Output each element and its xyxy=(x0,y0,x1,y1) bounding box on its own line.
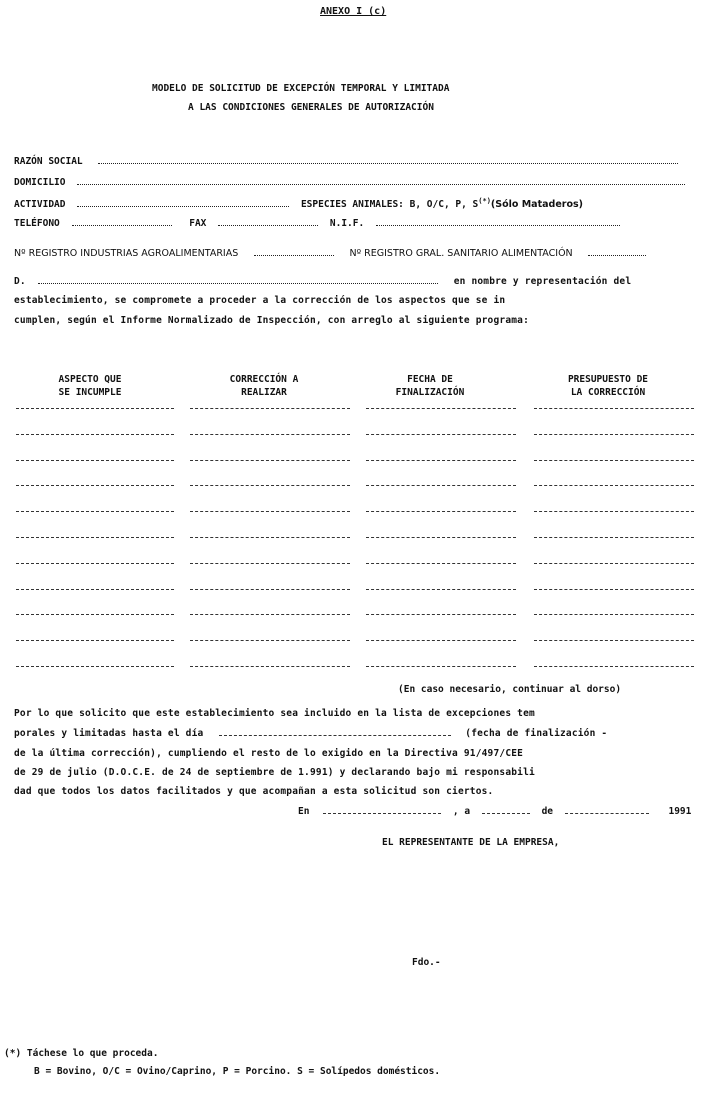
name-fill[interactable] xyxy=(38,283,438,284)
request-line4: de 29 de julio (D.O.C.E. de 24 de septiembre de 1.991) y declarando bajo mi responsabili xyxy=(14,767,535,778)
cell-presupuesto[interactable] xyxy=(534,537,694,538)
footnote-line1: (*) Táchese lo que proceda. xyxy=(4,1048,159,1059)
day-field[interactable] xyxy=(482,812,530,814)
registro-sanitario-label: Nº REGISTRO GRAL. SANITARIO ALIMENTACIÓN xyxy=(349,248,573,259)
dotted-fill xyxy=(77,206,289,207)
cell-aspecto[interactable] xyxy=(16,563,174,564)
cell-presupuesto[interactable] xyxy=(534,614,694,615)
intro-line1 xyxy=(14,276,631,287)
field-label: RAZÓN SOCIAL xyxy=(14,156,83,167)
cell-fecha[interactable] xyxy=(366,460,516,461)
dotted-fill xyxy=(376,225,620,226)
cell-fecha[interactable] xyxy=(366,563,516,564)
cell-fecha[interactable] xyxy=(366,434,516,435)
cell-presupuesto[interactable] xyxy=(534,434,694,435)
request-line2 xyxy=(14,728,607,739)
registro-industrias-label: Nº REGISTRO INDUSTRIAS AGROALIMENTARIAS xyxy=(14,248,239,259)
cell-correccion[interactable] xyxy=(190,460,350,461)
request-line1: Por lo que solicito que este establecimiento sea incluido en la lista de excepciones tem xyxy=(14,708,535,719)
cell-presupuesto[interactable] xyxy=(534,485,694,486)
cell-correccion[interactable] xyxy=(190,563,350,564)
cell-aspecto[interactable] xyxy=(16,511,174,512)
field-razon-social[interactable] xyxy=(14,156,720,167)
month-field[interactable] xyxy=(565,812,649,814)
dotted-fill xyxy=(72,225,172,226)
date-a-label: , a xyxy=(452,806,471,817)
form-title-line1: MODELO DE SOLICITUD DE EXCEPCIÓN TEMPORAL Y LIMITADA xyxy=(152,83,450,94)
field-domicilio[interactable] xyxy=(14,177,720,188)
field-registros[interactable] xyxy=(14,241,646,260)
cell-aspecto[interactable] xyxy=(16,434,174,435)
cell-correccion[interactable] xyxy=(190,485,350,486)
cell-presupuesto[interactable] xyxy=(534,511,694,512)
end-date-field[interactable] xyxy=(219,734,451,736)
cell-correccion[interactable] xyxy=(190,640,350,641)
cell-correccion[interactable] xyxy=(190,408,350,409)
fax-label: FAX xyxy=(189,218,207,229)
dotted-fill xyxy=(588,255,646,256)
cell-fecha[interactable] xyxy=(366,511,516,512)
especies-label: ESPECIES ANIMALES: B, O/C, P, S xyxy=(300,199,479,211)
cell-correccion[interactable] xyxy=(190,666,350,667)
cell-aspecto[interactable] xyxy=(16,640,174,641)
cell-aspecto[interactable] xyxy=(16,666,174,667)
field-label: TELÉFONO xyxy=(14,218,60,229)
cell-aspecto[interactable] xyxy=(16,537,174,538)
cell-correccion[interactable] xyxy=(190,537,350,538)
request-line5: dad que todos los datos facilitados y que acompañan a esta solicitud son ciertos. xyxy=(14,786,494,797)
cell-correccion[interactable] xyxy=(190,434,350,435)
col-header-correccion: CORRECCIÓN A REALIZAR xyxy=(229,374,299,398)
col-header-presupuesto: PRESUPUESTO DE LA CORRECCIÓN xyxy=(567,374,649,398)
cell-presupuesto[interactable] xyxy=(534,640,694,641)
representative-label: EL REPRESENTANTE DE LA EMPRESA, xyxy=(382,837,560,848)
intro-suffix: en nombre y representación del xyxy=(453,276,632,287)
cell-aspecto[interactable] xyxy=(16,460,174,461)
signature-fdo[interactable]: Fdo.- xyxy=(412,957,441,968)
intro-prefix: D. xyxy=(14,276,26,287)
cell-fecha[interactable] xyxy=(366,408,516,409)
cell-aspecto[interactable] xyxy=(16,485,174,486)
cell-aspecto[interactable] xyxy=(16,408,174,409)
cell-correccion[interactable] xyxy=(190,614,350,615)
cell-presupuesto[interactable] xyxy=(534,460,694,461)
cell-presupuesto[interactable] xyxy=(534,563,694,564)
annex-title: ANEXO I (c) xyxy=(320,6,387,17)
cell-presupuesto[interactable] xyxy=(534,666,694,667)
cell-fecha[interactable] xyxy=(366,614,516,615)
field-actividad[interactable] xyxy=(14,197,583,210)
cell-fecha[interactable] xyxy=(366,485,516,486)
cell-correccion[interactable] xyxy=(190,589,350,590)
especies-note: (Sólo Mataderos) xyxy=(490,199,583,211)
cell-fecha[interactable] xyxy=(366,640,516,641)
intro-line3: cumplen, según el Informe Normalizado de Inspección, con arreglo al siguiente programa: xyxy=(14,315,529,326)
cell-fecha[interactable] xyxy=(366,537,516,538)
cell-fecha[interactable] xyxy=(366,589,516,590)
dotted-fill xyxy=(254,255,334,256)
dotted-fill xyxy=(98,163,678,164)
col-header-fecha: FECHA DE FINALIZACIÓN xyxy=(395,374,465,398)
dotted-fill xyxy=(77,184,685,185)
footnote-line2: B = Bovino, O/C = Ovino/Caprino, P = Porcino. S = Solípedos domésticos. xyxy=(34,1066,441,1077)
cell-fecha[interactable] xyxy=(366,666,516,667)
intro-line2: establecimiento, se compromete a proceder a la corrección de los aspectos que se in xyxy=(14,295,506,306)
cell-presupuesto[interactable] xyxy=(534,589,694,590)
request-line2-b: (fecha de finalización - xyxy=(465,728,608,739)
field-label: DOMICILIO xyxy=(14,177,66,188)
field-label: ACTIVIDAD xyxy=(14,199,66,211)
date-year: 1991 xyxy=(668,806,692,817)
continue-note: (En caso necesario, continuar al dorso) xyxy=(398,684,622,695)
request-line3: de la última corrección), cumpliendo el resto de lo exigido en la Directiva 91/497/CEE xyxy=(14,748,524,759)
nif-label: N.I.F. xyxy=(329,218,365,229)
date-de-label: de xyxy=(541,806,554,817)
place-field[interactable] xyxy=(323,812,441,814)
date-line xyxy=(298,806,691,817)
footnote-mark: (*) xyxy=(478,197,491,205)
date-en-label: En xyxy=(298,806,310,817)
cell-aspecto[interactable] xyxy=(16,589,174,590)
form-title-line2: A LAS CONDICIONES GENERALES DE AUTORIZACIÓN xyxy=(188,102,434,113)
dotted-fill xyxy=(218,225,318,226)
field-telefono[interactable] xyxy=(14,218,620,229)
cell-aspecto[interactable] xyxy=(16,614,174,615)
col-header-aspecto: ASPECTO QUE SE INCUMPLE xyxy=(58,374,122,398)
request-line2-a: porales y limitadas hasta el día xyxy=(14,728,204,739)
cell-presupuesto[interactable] xyxy=(534,408,694,409)
cell-correccion[interactable] xyxy=(190,511,350,512)
